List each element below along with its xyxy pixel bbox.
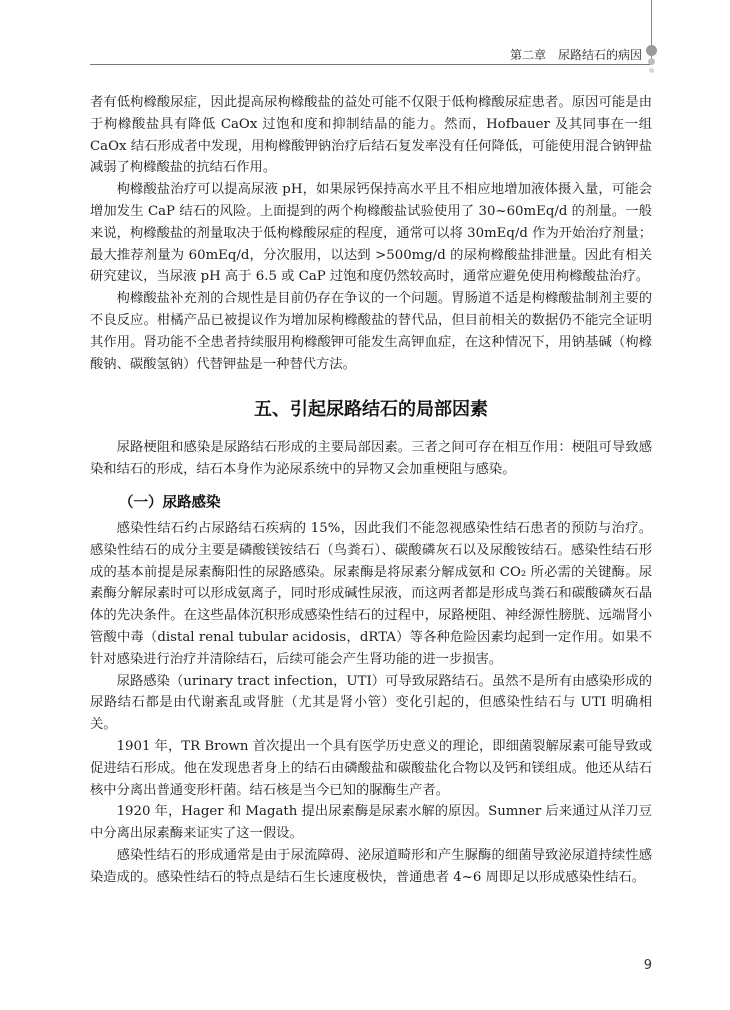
paragraph: 1920 年，Hager 和 Magath 提出尿素酶是尿素水解的原因。Sumner 后来通过从洋刀豆中分离出尿素酶来证实了这一假设。 — [90, 804, 652, 842]
header-rule — [90, 64, 650, 65]
paragraph-continued: 者有低枸橼酸尿症，因此提高尿枸橼酸盐的益处可能不仅限于低枸橼酸尿症患者。原因可能是由于枸橼酸盐具有降低 CaOx 过饱和度和抑制结晶的能力。然而，Hofbauer 及其同事在一组 CaOx 结石形成者中发现，用枸橼酸钾钠治疗后结石复发率没有任何降低，可能使用混合钠钾盐减弱了枸橼酸盐的抗结石作用。 — [90, 95, 652, 176]
page-body — [90, 92, 652, 889]
paragraph: 感染性结石的形成通常是由于尿流障碍、泌尿道畸形和产生脲酶的细菌导致泌尿道持续性感染造成的。感染性结石的特点是结石生长速度极快，普通患者 4~6 周即足以形成感染性结石。 — [90, 847, 652, 885]
paragraph: 1901 年，TR Brown 首次提出一个具有医学历史意义的理论，即细菌裂解尿素可能导致或促进结石形成。他在发现患者身上的结石由磷酸盐和碳酸盐化合物以及钙和镁组成。他还从结石核中分离出普通变形杆菌。结石核是当今已知的脲酶生产者。 — [90, 738, 652, 798]
paragraph: 枸橼酸盐补充剂的合规性是目前仍存在争议的一个问题。胃肠道不适是枸橼酸盐制剂主要的不良反应。柑橘产品已被提议作为增加尿枸橼酸盐的替代品，但目前相关的数据仍不能完全证明其作用。肾功能不全患者持续服用枸橼酸钾可能发生高钾血症，在这种情况下，用钠基碱（枸橼酸钠、碳酸氢钠）代替钾盐是一种替代方法。 — [90, 291, 652, 372]
chapter-title: 第二章 尿路结石的病因 — [509, 48, 642, 62]
header-decor-dot-small — [649, 68, 654, 73]
subsection-heading: （一）尿路感染 — [119, 494, 221, 511]
paragraph: 感染性结石约占尿路结石疾病的 15%，因此我们不能忽视感染性结石患者的预防与治疗。感染性结石的成分主要是磷酸镁铵结石（鸟粪石）、碳酸磷灰石以及尿酸铵结石。感染性结石形成的基本前提是尿素酶阳性的尿路感染。尿素酶是将尿素分解成氨和 CO₂ 所必需的关键酶。尿素酶分解尿素时可以形成氨离子，同时形成碱性尿液，而这两者都是形成鸟粪石和碳酸磷灰石晶体的先决条件。在这些晶体沉积形成感染性结石的过程中，尿路梗阻、神经源性膀胱、远端肾小管酸中毒（distal renal tubular acidosis，dRTA）等各种危险因素均起到一定作用。如果不针对感染进行治疗并清除结石，后续可能会产生肾功能的进一步损害。 — [90, 520, 652, 667]
section-intro: 尿路梗阻和感染是尿路结石形成的主要局部因素。三者之间可存在相互作用：梗阻可导致感染和结石的形成，结石本身作为泌尿系统中的异物又会加重梗阻与感染。 — [90, 440, 652, 478]
header-decor-dot-large — [646, 45, 657, 56]
page-number: 9 — [643, 958, 652, 973]
paragraph: 尿路感染（urinary tract infection，UTI）可导致尿路结石。虽然不是所有由感染形成的尿路结石都是由代谢紊乱或肾脏（尤其是肾小管）变化引起的，但感染性结石与 UTI 明确相关。 — [90, 673, 652, 733]
paragraph: 枸橼酸盐治疗可以提高尿液 pH，如果尿钙保持高水平且不相应地增加液体摄入量，可能会增加发生 CaP 结石的风险。上面提到的两个枸橼酸盐试验使用了 30~60mEq/d 的剂量。一般来说，枸橼酸盐的剂量取决于低枸橼酸尿症的程度，通常可以将 30mEq/d 作为开始治疗剂量；最大推荐剂量为 60mEq/d，分次服用，以达到 >500mg/d 的尿枸橼酸盐排泄量。因此有相关研究建议，当尿液 pH 高于 6.5 或 CaP 过饱和度仍然较高时，通常应避免使用枸橼酸盐治疗。 — [90, 182, 652, 285]
section-heading: 五、引起尿路结石的局部因素 — [254, 399, 488, 421]
